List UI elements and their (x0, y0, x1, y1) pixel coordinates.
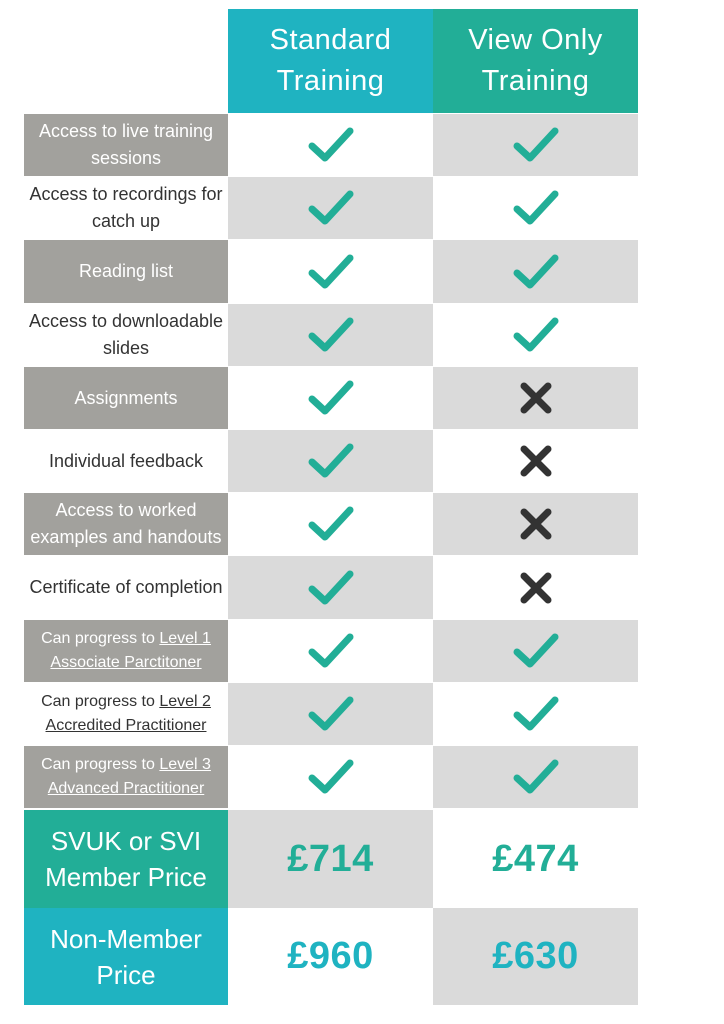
feature-cell-standard (228, 556, 433, 619)
feature-label-text (28, 753, 224, 801)
check-icon (308, 125, 354, 165)
check-icon (308, 188, 354, 228)
feature-cell-view-only (433, 367, 638, 429)
non-member-price-view-only (433, 908, 638, 1005)
feature-label-text: Individual feedback (48, 450, 204, 471)
feature-label-text (28, 690, 224, 738)
non-member-price-label-text: Non-Member Price (50, 923, 202, 990)
check-icon (513, 315, 559, 355)
feature-cell-view-only (433, 556, 638, 619)
check-icon (513, 125, 559, 165)
check-icon (308, 694, 354, 734)
check-icon (308, 378, 354, 418)
feature-label-text: Reading list (78, 261, 174, 281)
feature-cell-view-only (433, 683, 638, 745)
feature-cell-view-only (433, 746, 638, 808)
cross-icon (519, 571, 553, 605)
feature-label-text: Access to worked examples and handouts (30, 500, 222, 547)
feature-cell-standard (228, 304, 433, 366)
non-member-price-view-only-value: £630 (492, 935, 579, 977)
feature-cell-view-only (433, 240, 638, 303)
feature-label-text (28, 627, 224, 675)
column-header-standard (228, 9, 433, 113)
member-price-view-only-value: £474 (492, 837, 579, 880)
cross-icon (519, 444, 553, 478)
feature-label (24, 430, 228, 492)
check-icon (513, 694, 559, 734)
feature-label-text: Access to recordings for catch up (29, 184, 223, 231)
feature-label (24, 746, 228, 808)
non-member-price-label (24, 908, 228, 1005)
cross-icon (519, 507, 553, 541)
check-icon (308, 441, 354, 481)
member-price-label (24, 810, 228, 908)
feature-cell-view-only (433, 620, 638, 682)
check-icon (308, 568, 354, 608)
column-header-view-only (433, 9, 638, 113)
feature-cell-standard (228, 620, 433, 682)
member-price-standard-value: £714 (287, 837, 374, 880)
member-price-standard (228, 810, 433, 908)
feature-cell-standard (228, 493, 433, 555)
feature-cell-standard (228, 240, 433, 303)
check-icon (308, 757, 354, 797)
feature-cell-standard (228, 367, 433, 429)
feature-label (24, 683, 228, 745)
check-icon (308, 504, 354, 544)
check-icon (513, 757, 559, 797)
feature-label (24, 177, 228, 239)
non-member-price-standard (228, 908, 433, 1005)
feature-label (24, 240, 228, 303)
feature-label (24, 114, 228, 176)
feature-label (24, 620, 228, 682)
feature-cell-view-only (433, 177, 638, 239)
column-header-standard-label: Standard Training (269, 24, 392, 97)
level-link[interactable]: Level 3 Advanced Practitioner (47, 756, 211, 797)
feature-cell-view-only (433, 304, 638, 366)
feature-label-prefix: Can progress to (41, 693, 160, 710)
cross-icon (519, 381, 553, 415)
feature-cell-standard (228, 683, 433, 745)
member-price-view-only (433, 810, 638, 908)
feature-cell-standard (228, 746, 433, 808)
check-icon (308, 631, 354, 671)
check-icon (308, 315, 354, 355)
check-icon (513, 631, 559, 671)
check-icon (513, 188, 559, 228)
feature-label (24, 493, 228, 555)
check-icon (513, 252, 559, 292)
feature-cell-view-only (433, 493, 638, 555)
feature-label-text: Access to downloadable slides (28, 311, 224, 358)
feature-label-text: Assignments (74, 387, 178, 408)
feature-cell-view-only (433, 114, 638, 176)
feature-label-prefix: Can progress to (41, 630, 160, 647)
feature-cell-view-only (433, 430, 638, 492)
check-icon (308, 252, 354, 292)
member-price-label-text: SVUK or SVI Member Price (45, 826, 207, 892)
feature-cell-standard (228, 177, 433, 239)
level-link[interactable]: Level 1 Associate Parctitoner (50, 630, 211, 671)
feature-cell-standard (228, 430, 433, 492)
column-header-view-only-label: View Only Training (468, 24, 603, 97)
feature-label (24, 367, 228, 429)
non-member-price-standard-value: £960 (287, 935, 374, 977)
feature-label-text: Certificate of completion (29, 577, 223, 597)
feature-cell-standard (228, 114, 433, 176)
feature-label (24, 304, 228, 366)
feature-label-text: Access to live training sessions (38, 121, 214, 168)
level-link[interactable]: Level 2 Accredited Practitioner (45, 693, 211, 734)
feature-label-prefix: Can progress to (41, 756, 160, 773)
feature-label (24, 556, 228, 619)
